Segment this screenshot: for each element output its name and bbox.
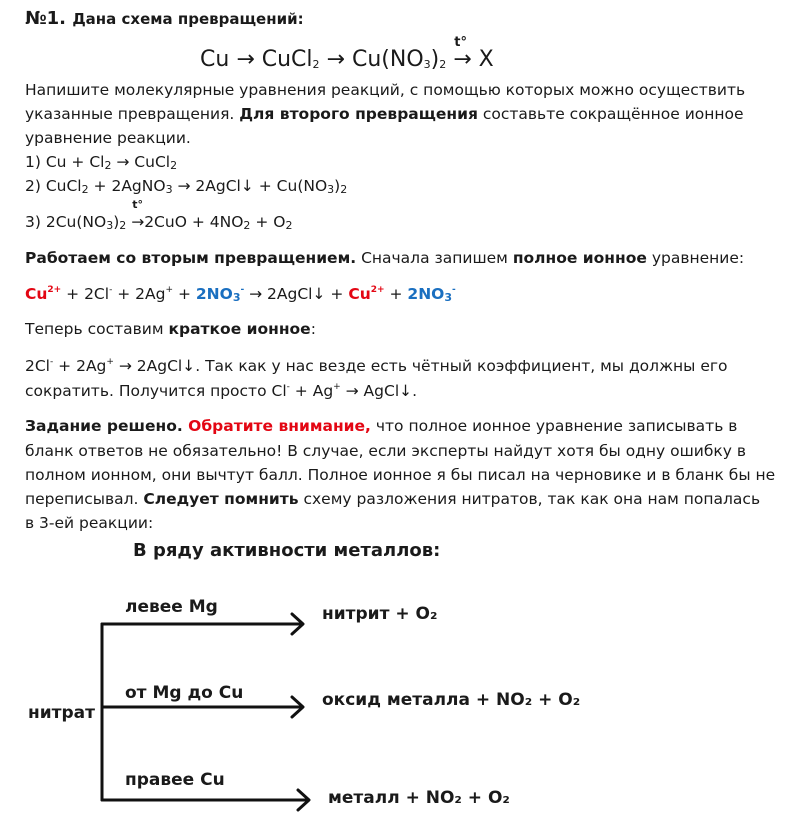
transformation-scheme: Cu → CuCl$_2$ → $Cu(NO_3)_2$ t° → X [200,35,494,72]
heat-arrow: t° → [453,35,472,72]
short-ionic-line-1: 2Cl- + 2Ag+ → 2AgCl↓. Так как у нас везде есть чётный коэффициент, мы должны его [25,357,728,375]
short-ionic-intro: Теперь составим краткое ионное: [25,320,316,338]
short-ionic-line-2: сократить. Получится просто Cl- + Ag+ → AgCl↓. [25,382,418,400]
full-ionic-equation: $Cu^{2+} + 2Cl^- + 2Ag^+ + 2NO_3^-$ → 2AgCl↓ + $Cu^{2+} + 2NO_3^-$ [25,285,456,304]
reaction-3: 3) $2Cu(NO_3)_2$ t° $\to 2CuO + 4NO_2 + O_2$ [25,198,293,232]
solved-line-3: полном ионном, они вычтут балл. Полное ионное я бы писал на черновике и в бланк бы не [25,466,776,484]
diagram-root-nitrate: нитрат [28,703,96,723]
solved-line-1: Задание решено. Обратите внимание, что полное ионное уравнение записывать в [25,417,738,435]
arrow-icon: → [326,47,345,72]
solved-line-4: переписывал. Следует помнить схему разложения нитратов, так как она нам попалась [25,490,761,508]
scheme-x: X [478,47,494,72]
arrow-icon: → [131,213,145,231]
solved-line-2: бланк ответов не обязательно! В случае, если эксперты найдут хотя бы одну ошибку в [25,442,747,460]
branch-2-result: оксид металла + NO₂ + O₂ [322,690,581,710]
solved-line-5: в 3-ей реакции: [25,514,154,532]
branch-2-label: от Mg до Cu [125,683,244,703]
second-conversion-text: Работаем со вторым превращением. Сначала запишем полное ионное уравнение: [25,249,745,267]
arrow-icon: → [236,47,255,72]
branch-3-label: правее Cu [125,770,225,790]
branch-1-label: левее Mg [125,597,218,617]
intro-line-3: уравнение реакции. [25,129,191,147]
scheme-cu: Cu [200,47,230,72]
scheme-cuno3: Cu(NO [351,47,424,72]
diagram-title: В ряду активности металлов: [133,540,441,561]
intro-line-1: Напишите молекулярные уравнения реакций, с помощью которых можно осуществить [25,81,746,99]
task-title: Дана схема превращений: [72,10,304,28]
arrow-icon: → [453,47,472,72]
heat-arrow: t° → [131,198,145,231]
task-number: №1. [25,8,67,29]
intro-line-2: указанные превращения. Для второго превращения составьте сокращённое ионное [25,105,744,123]
scheme-cucl2: CuCl [261,47,313,72]
reaction-1: 1) $Cu + Cl_2$ → CuCl$_2$ [25,153,178,172]
reaction-2: 2) CuCl$_2$ + 2AgNO$_3$ → 2AgCl↓ + $Cu(NO_3)_2$ [25,177,348,196]
branch-3-result: металл + NO₂ + O₂ [328,788,510,808]
branch-1-result: нитрит + O₂ [322,604,438,624]
